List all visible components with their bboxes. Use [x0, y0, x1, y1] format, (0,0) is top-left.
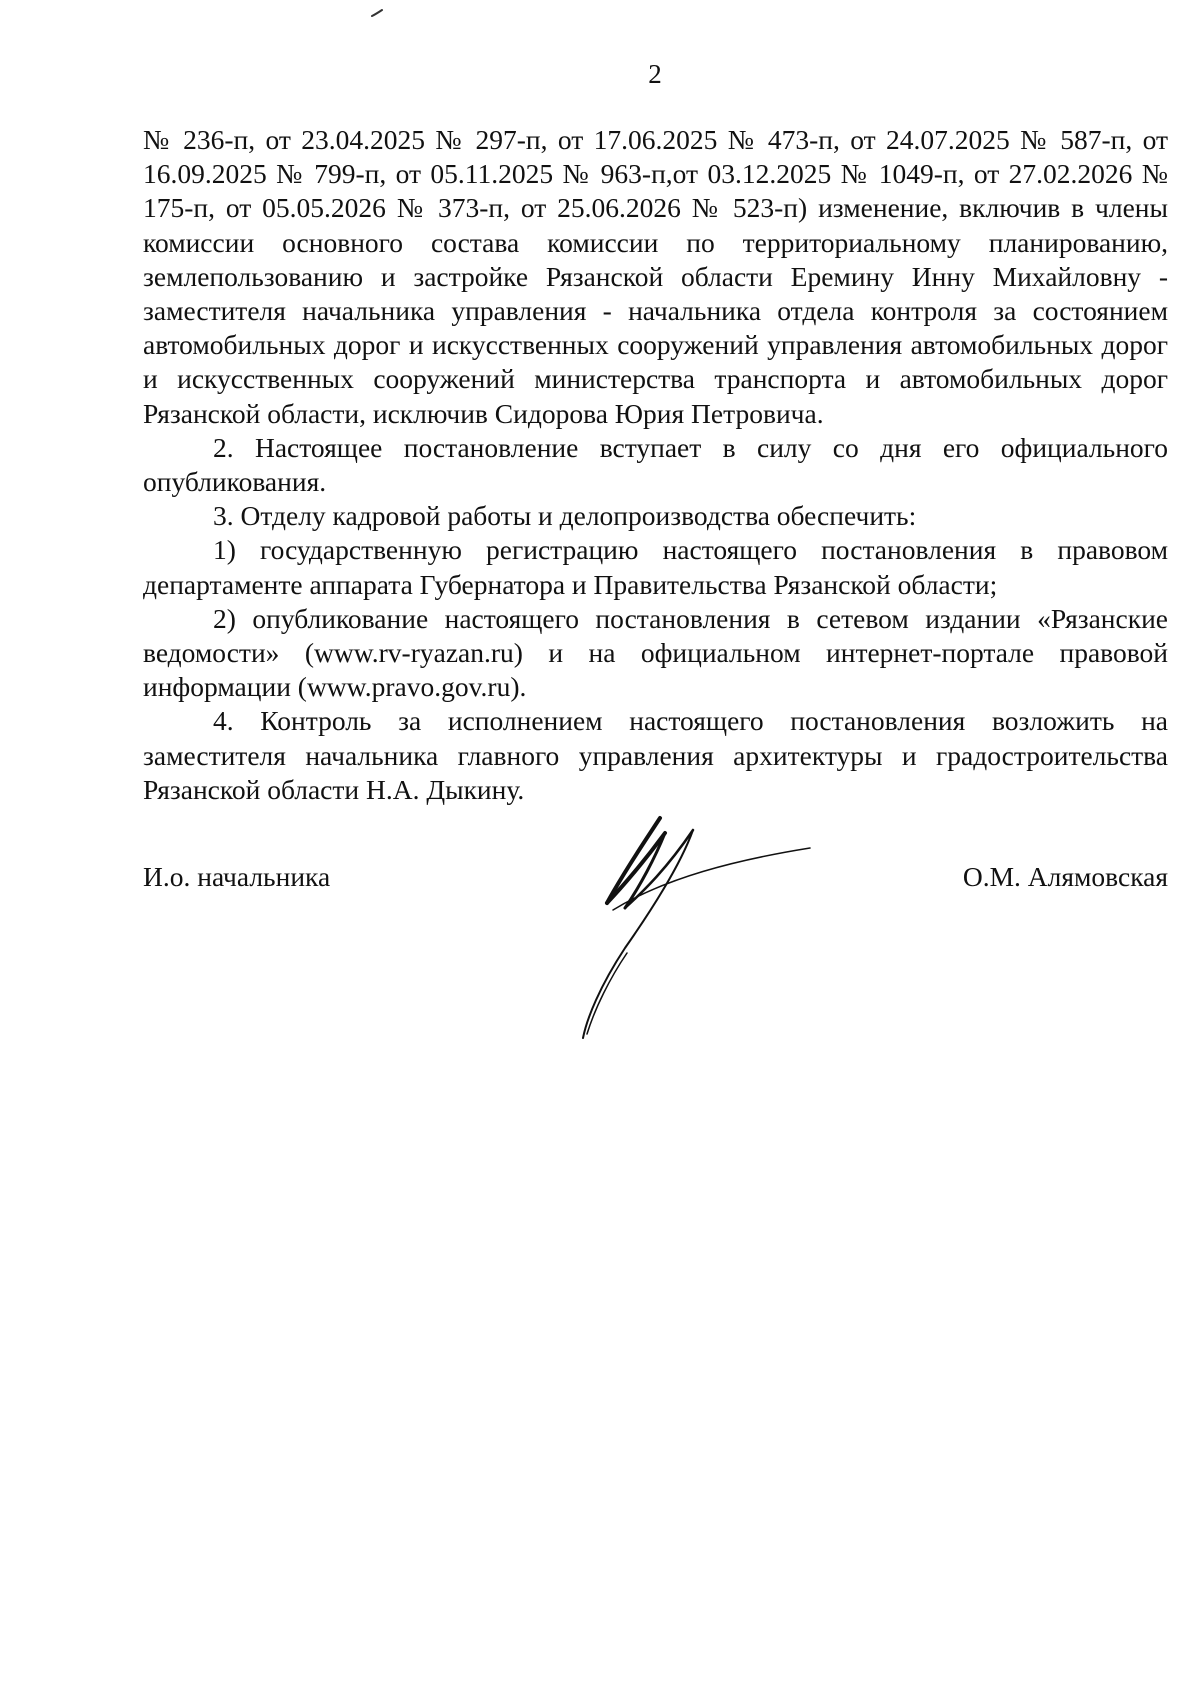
paragraph-clause-3: 3. Отделу кадровой работы и делопроизводства обеспечить: [213, 500, 917, 532]
signer-name: О.М. Алямовская [962, 861, 1168, 892]
paragraph-clause-3-1: 1) государственную регистрацию настоящего постановления в правовом департаменте аппарата Губернатора и Правительства Рязанской области; [143, 534, 1168, 600]
paragraph-clause-2: 2. Настоящее постановление вступает в силу со дня его официального опубликования. [143, 431, 1168, 498]
paragraph-clause-3-2: 2) опубликование настоящего постановления в сетевом издании «Рязанские ведомости» (www.rv-ryazan.ru) и на официальном интернет-портале правовой информации (www.pravo.gov.ru). [143, 602, 1168, 703]
paragraph-clause-4: 4. Контроль за исполнением настоящего постановления возложить на заместителя начальника главного управления архитектуры и градостроительства Рязанской области Н.А. Дыкину. [143, 705, 1168, 805]
signer-title: И.о. начальника [143, 861, 331, 892]
document-body [143, 123, 1168, 807]
ink-speck [370, 8, 386, 18]
paragraph-clause-1-continuation: № 236-п, от 23.04.2025 № 297-п, от 17.06.2025 № 473-п, от 24.07.2025 № 587-п, от 16.09.2025 № 799-п, от 05.11.2025 № 963-п,от 03.12.2025 № 1049-п, от 27.02.2026 № 175-п, от 05.05.2026 № 373-п, от 25.06.2026 № 523-п) изменение, включив в члены комиссии основного состава комиссии по территориальному планированию, землепользованию и застройке Рязанской области Еремину Инну Михайловну - заместителя начальника управления - начальника отдела контроля за состоянием автомобильных дорог и искусственных сооружений управления автомобильных дорог и искусственных сооружений министерства транспорта и автомобильных дорог Рязанской области, исключив Сидорова Юрия Петровича. [143, 124, 1168, 429]
page-number: 2 [648, 59, 662, 89]
handwritten-signature [565, 808, 825, 1048]
